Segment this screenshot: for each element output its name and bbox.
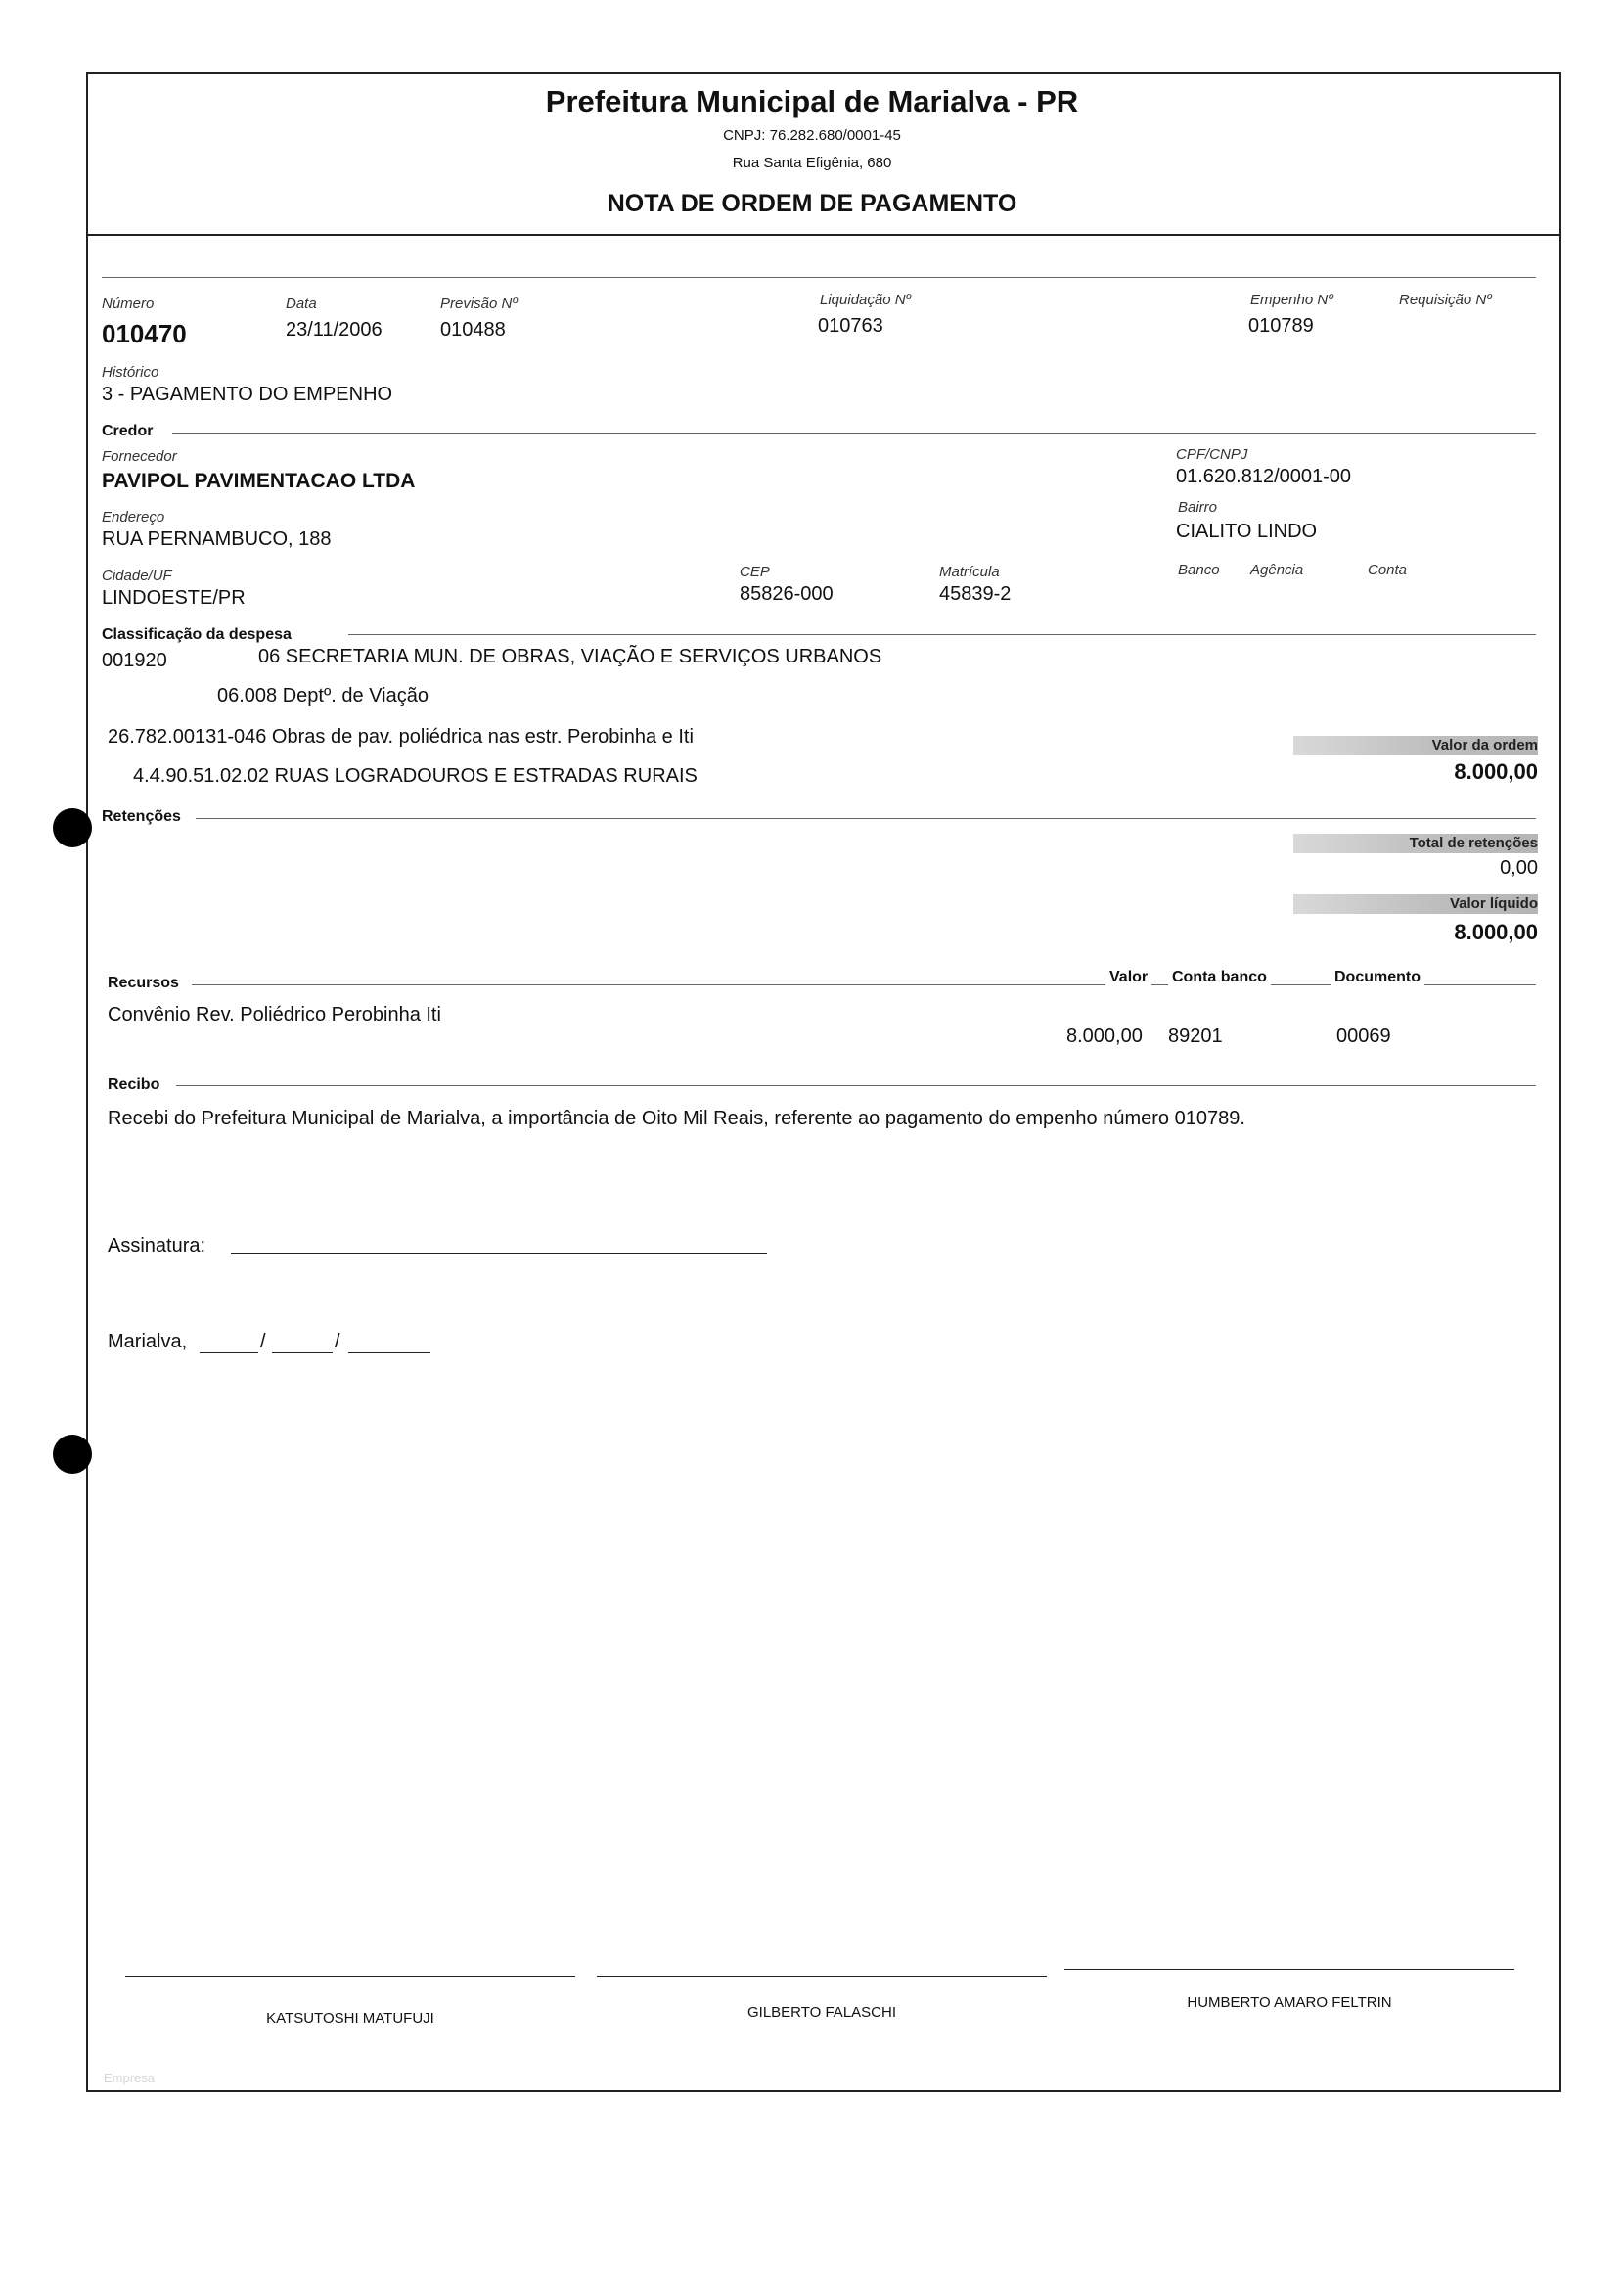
bairro-label: Bairro [1178,499,1218,516]
numero-label: Número [102,296,155,312]
local-label: Marialva, [108,1331,188,1352]
recursos-documento-label: Documento [1331,969,1424,986]
recibo-text: Recebi do Prefeitura Municipal de Marialva, a importância de Oito Mil Reais, referente ao pagamento do empenho número 010789. [108,1108,1245,1129]
fornecedor-value: PAVIPOL PAVIMENTACAO LTDA [102,470,416,492]
signature-name-2: GILBERTO FALASCHI [747,2004,896,2021]
recursos-valor-label: Valor [1105,969,1151,986]
recursos-descricao: Convênio Rev. Poliédrico Perobinha Iti [108,1004,441,1026]
document-frame [86,72,1561,2092]
recursos-section-title: Recursos [108,975,185,992]
page-title: Prefeitura Municipal de Marialva - PR [545,84,1079,118]
assinatura-line[interactable] [231,1253,767,1254]
recursos-conta-banco-label: Conta banco [1168,969,1271,986]
recibo-divider [176,1085,1536,1086]
endereco-label: Endereço [102,509,165,525]
valor-ordem-value: 8.000,00 [1454,759,1538,784]
recursos-documento: 00069 [1336,1026,1391,1047]
historico-label: Histórico [102,364,159,381]
total-retencoes-value: 0,00 [1500,857,1538,879]
classificacao-line3: 26.782.00131-046 Obras de pav. poliédrica nas estr. Perobinha e Iti [108,726,694,748]
cep-value: 85826-000 [740,583,834,605]
previsao-value: 010488 [440,319,506,341]
recibo-section-title: Recibo [108,1076,165,1094]
punch-hole-top [53,808,92,847]
signature-name-1: KATSUTOSHI MATUFUJI [266,2010,434,2027]
assinatura-label: Assinatura: [108,1235,206,1256]
data-label: Data [286,296,317,312]
endereco-value: RUA PERNAMBUCO, 188 [102,528,332,550]
conta-label: Conta [1368,562,1408,578]
fornecedor-label: Fornecedor [102,448,177,465]
liquidacao-value: 010763 [818,315,883,337]
cidade-value: LINDOESTE/PR [102,587,246,609]
signature-line-1 [125,1976,575,1977]
footer-faint-text: Empresa [104,2071,156,2085]
valor-liquido-value: 8.000,00 [1454,920,1538,944]
liquidacao-label: Liquidação Nº [820,292,912,308]
total-retencoes-label: Total de retenções [1409,835,1538,851]
signature-line-2 [597,1976,1047,1977]
empenho-value: 010789 [1248,315,1314,337]
date-year-line[interactable] [348,1352,430,1353]
classificacao-divider [348,634,1536,635]
cpf-label: CPF/CNPJ [1176,446,1248,463]
classificacao-line2: 06.008 Deptº. de Viação [217,685,429,707]
valor-liquido-label: Valor líquido [1449,895,1538,912]
header-divider [86,234,1561,236]
banco-label: Banco [1178,562,1220,578]
historico-value: 3 - PAGAMENTO DO EMPENHO [102,384,393,405]
classificacao-line4: 4.4.90.51.02.02 RUAS LOGRADOUROS E ESTRADAS RURAIS [133,765,698,787]
matricula-value: 45839-2 [939,583,1012,605]
agencia-label: Agência [1250,562,1304,578]
numero-value: 010470 [102,319,187,348]
matricula-label: Matrícula [939,564,1000,580]
date-slash-1: / [260,1331,266,1352]
bairro-value: CIALITO LINDO [1176,521,1318,542]
cidade-label: Cidade/UF [102,568,172,584]
retencoes-divider [196,818,1536,819]
data-value: 23/11/2006 [286,319,383,341]
recursos-conta-banco: 89201 [1168,1026,1223,1047]
retencoes-section-title: Retenções [102,808,187,826]
previsao-label: Previsão Nº [440,296,518,312]
classificacao-code: 001920 [102,650,167,671]
cep-label: CEP [740,564,770,580]
requisicao-label: Requisição Nº [1399,292,1492,308]
signature-name-3: HUMBERTO AMARO FELTRIN [1187,1994,1392,2011]
cpf-value: 01.620.812/0001-00 [1176,466,1352,487]
punch-hole-bottom [53,1435,92,1474]
empenho-label: Empenho Nº [1250,292,1333,308]
date-month-line[interactable] [272,1352,333,1353]
classificacao-line1: 06 SECRETARIA MUN. DE OBRAS, VIAÇÃO E SERVIÇOS URBANOS [258,646,882,667]
address-text: Rua Santa Efigênia, 680 [732,155,892,171]
valor-ordem-label: Valor da ordem [1431,737,1538,753]
date-slash-2: / [335,1331,340,1352]
document-title: NOTA DE ORDEM DE PAGAMENTO [607,190,1017,217]
classificacao-section-title: Classificação da despesa [102,626,297,644]
credor-section-title: Credor [102,423,158,440]
date-day-line[interactable] [200,1352,258,1353]
cnpj-text: CNPJ: 76.282.680/0001-45 [723,127,901,144]
signature-line-3 [1064,1969,1514,1970]
credor-divider [172,433,1536,434]
top-divider [102,277,1536,278]
recursos-valor: 8.000,00 [1066,1026,1143,1047]
